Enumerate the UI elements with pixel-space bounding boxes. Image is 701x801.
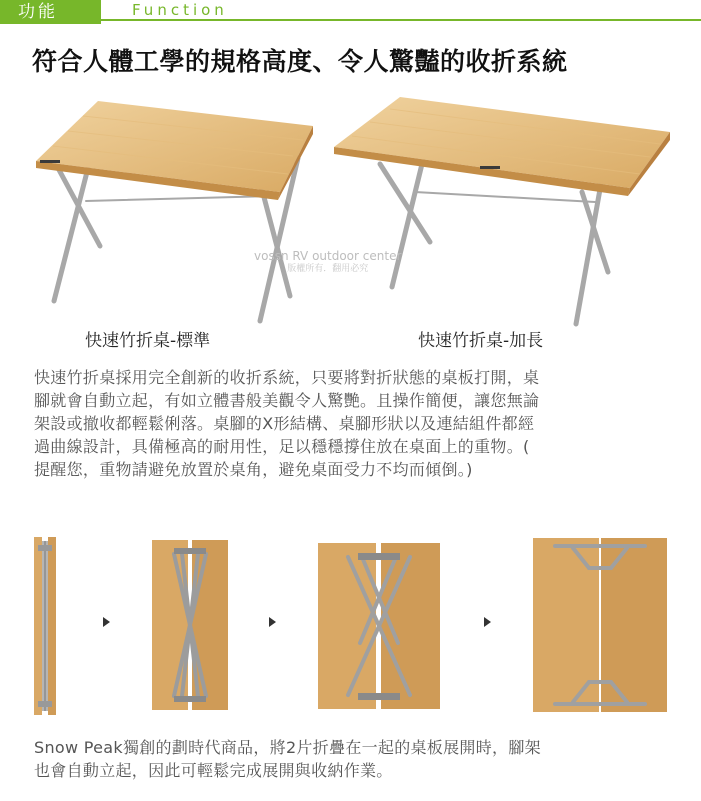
description-paragraph [34,366,666,481]
watermark [254,250,401,276]
description-line: 快速竹折桌採用完全創新的收折系統，只要將對折狀態的桌板打開，桌 [34,368,540,387]
product-caption-long: 快速竹折桌-加長 [418,331,544,351]
description-line: 過曲線設計，具備極高的耐用性，足以穩穩撐住放在桌面上的重物。( [34,437,530,456]
page-title: 符合人體工學的規格高度、令人驚豔的收折系統 [32,47,568,76]
section-tab [0,0,101,24]
footer-line: Snow Peak獨創的劃時代商品，將2片折疊在一起的桌板展開時，腳架 [34,738,541,757]
description-line: 提醒您，重物請避免放置於桌角，避免桌面受力不均而傾倒。) [34,460,473,479]
watermark-line-2: 版權所有．翻用必究 [287,264,369,274]
folded-table-side-view-icon [30,537,60,715]
description-line: 腳就會自動立起，有如立體書般美觀令人驚艷。且操作簡便，讓您無論 [34,391,540,410]
description-line: 架設或撤收都輕鬆俐落。桌腳的X形結構、桌腳形狀以及連結組件都經 [34,414,535,433]
product-caption-standard: 快速竹折桌-標準 [85,331,211,351]
section-subtitle: Function [132,1,228,19]
table-legs-unfolding-icon [318,543,440,709]
header-rule [101,19,701,21]
bamboo-folding-table-standard-icon [28,96,318,336]
footer-paragraph [34,736,666,782]
watermark-line-1: vossn RV outdoor center [254,249,402,263]
table-half-open-icon [152,540,228,710]
table-fully-unfolded-icon [533,538,667,712]
step-arrow-icon [269,617,276,627]
step-arrow-icon [103,617,110,627]
section-tab-label: 功能 [18,2,58,22]
bamboo-folding-table-long-icon [330,92,675,332]
footer-line: 也會自動立起，因此可輕鬆完成展開與收納作業。 [34,761,393,780]
step-arrow-icon [484,617,491,627]
